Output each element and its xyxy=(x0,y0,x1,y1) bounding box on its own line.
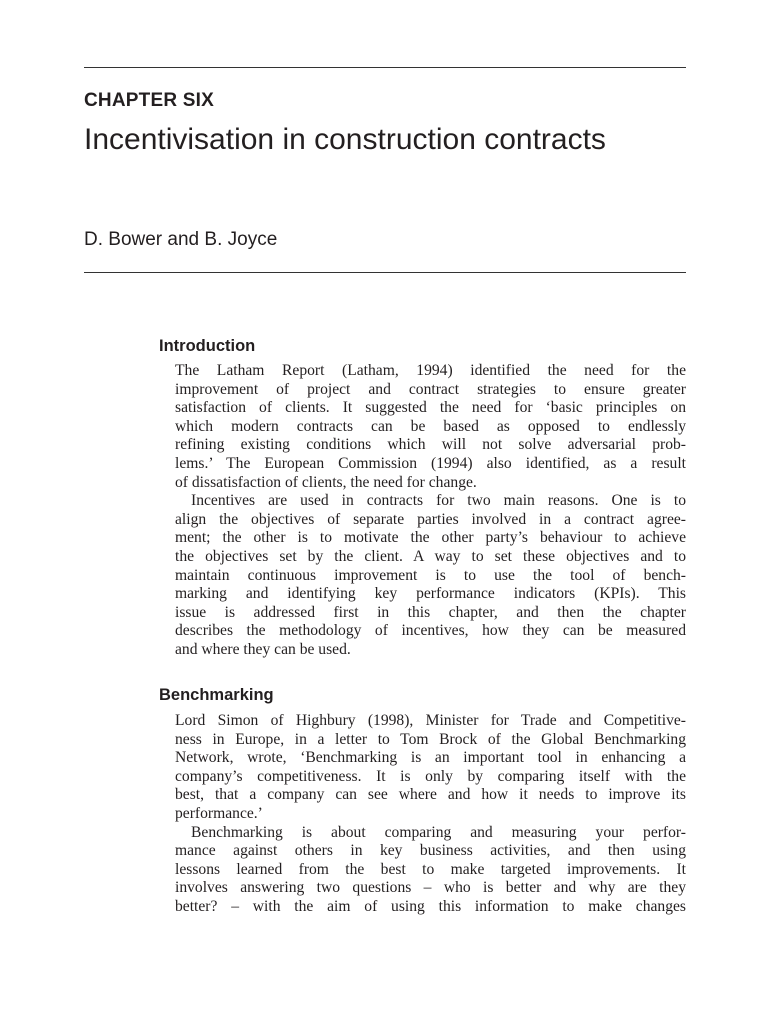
text-line: and where they can be used. xyxy=(175,640,351,658)
section-body-benchmarking xyxy=(175,712,686,917)
text-line: of dissatisfaction of clients, the need for change. xyxy=(175,473,477,491)
text-line: describes the methodology of incentives, how they can be measured xyxy=(175,622,686,640)
text-line: issue is addressed first in this chapter, and then the chapter xyxy=(175,603,686,621)
text-line: involves answering two questions – who is better and why are they xyxy=(175,879,686,897)
text-line: performance.’ xyxy=(175,804,263,822)
section-heading-introduction: Introduction xyxy=(159,337,256,355)
section-body-introduction xyxy=(175,362,686,660)
bottom-rule xyxy=(84,272,686,273)
text-line: improvement of project and contract strategies to ensure greater xyxy=(175,380,686,398)
chapter-label: CHAPTER SIX xyxy=(84,90,214,111)
text-line: lessons learned from the best to make targeted improvements. It xyxy=(175,860,686,878)
text-line: the objectives set by the client. A way to set these objectives and to xyxy=(175,547,686,565)
text-line: align the objectives of separate parties involved in a contract agree- xyxy=(175,510,686,528)
text-line: Incentives are used in contracts for two main reasons. One is to xyxy=(191,492,686,510)
text-line: mance against others in key business activities, and then using xyxy=(175,842,686,860)
text-line: Benchmarking is about comparing and measuring your perfor- xyxy=(191,823,686,841)
text-line: better? – with the aim of using this information to make changes xyxy=(175,897,686,915)
text-line: best, that a company can see where and how it needs to improve its xyxy=(175,786,686,804)
text-line: lems.’ The European Commission (1994) also identified, as a result xyxy=(175,454,686,472)
text-line: ment; the other is to motivate the other party’s behaviour to achieve xyxy=(175,529,686,547)
text-line: satisfaction of clients. It suggested the need for ‘basic principles on xyxy=(175,399,686,417)
text-line: The Latham Report (Latham, 1994) identified the need for the xyxy=(175,362,686,379)
chapter-authors: D. Bower and B. Joyce xyxy=(84,229,278,250)
chapter-title: Incentivisation in construction contracts xyxy=(84,123,606,156)
text-line: refining existing conditions which will not solve adversarial prob- xyxy=(175,436,686,454)
text-line: marking and identifying key performance indicators (KPIs). This xyxy=(175,585,686,603)
text-line: which modern contracts can be based as opposed to endlessly xyxy=(175,417,686,435)
text-line: Network, wrote, ‘Benchmarking is an important tool in enhancing a xyxy=(175,749,686,767)
top-rule xyxy=(84,67,686,68)
text-line: maintain continuous improvement is to use the tool of bench- xyxy=(175,566,686,584)
text-line: Lord Simon of Highbury (1998), Minister for Trade and Competitive- xyxy=(175,712,686,729)
section-heading-benchmarking: Benchmarking xyxy=(159,686,274,704)
text-line: company’s competitiveness. It is only by comparing itself with the xyxy=(175,767,686,785)
text-line: ness in Europe, in a letter to Tom Brock of the Global Benchmarking xyxy=(175,730,686,748)
